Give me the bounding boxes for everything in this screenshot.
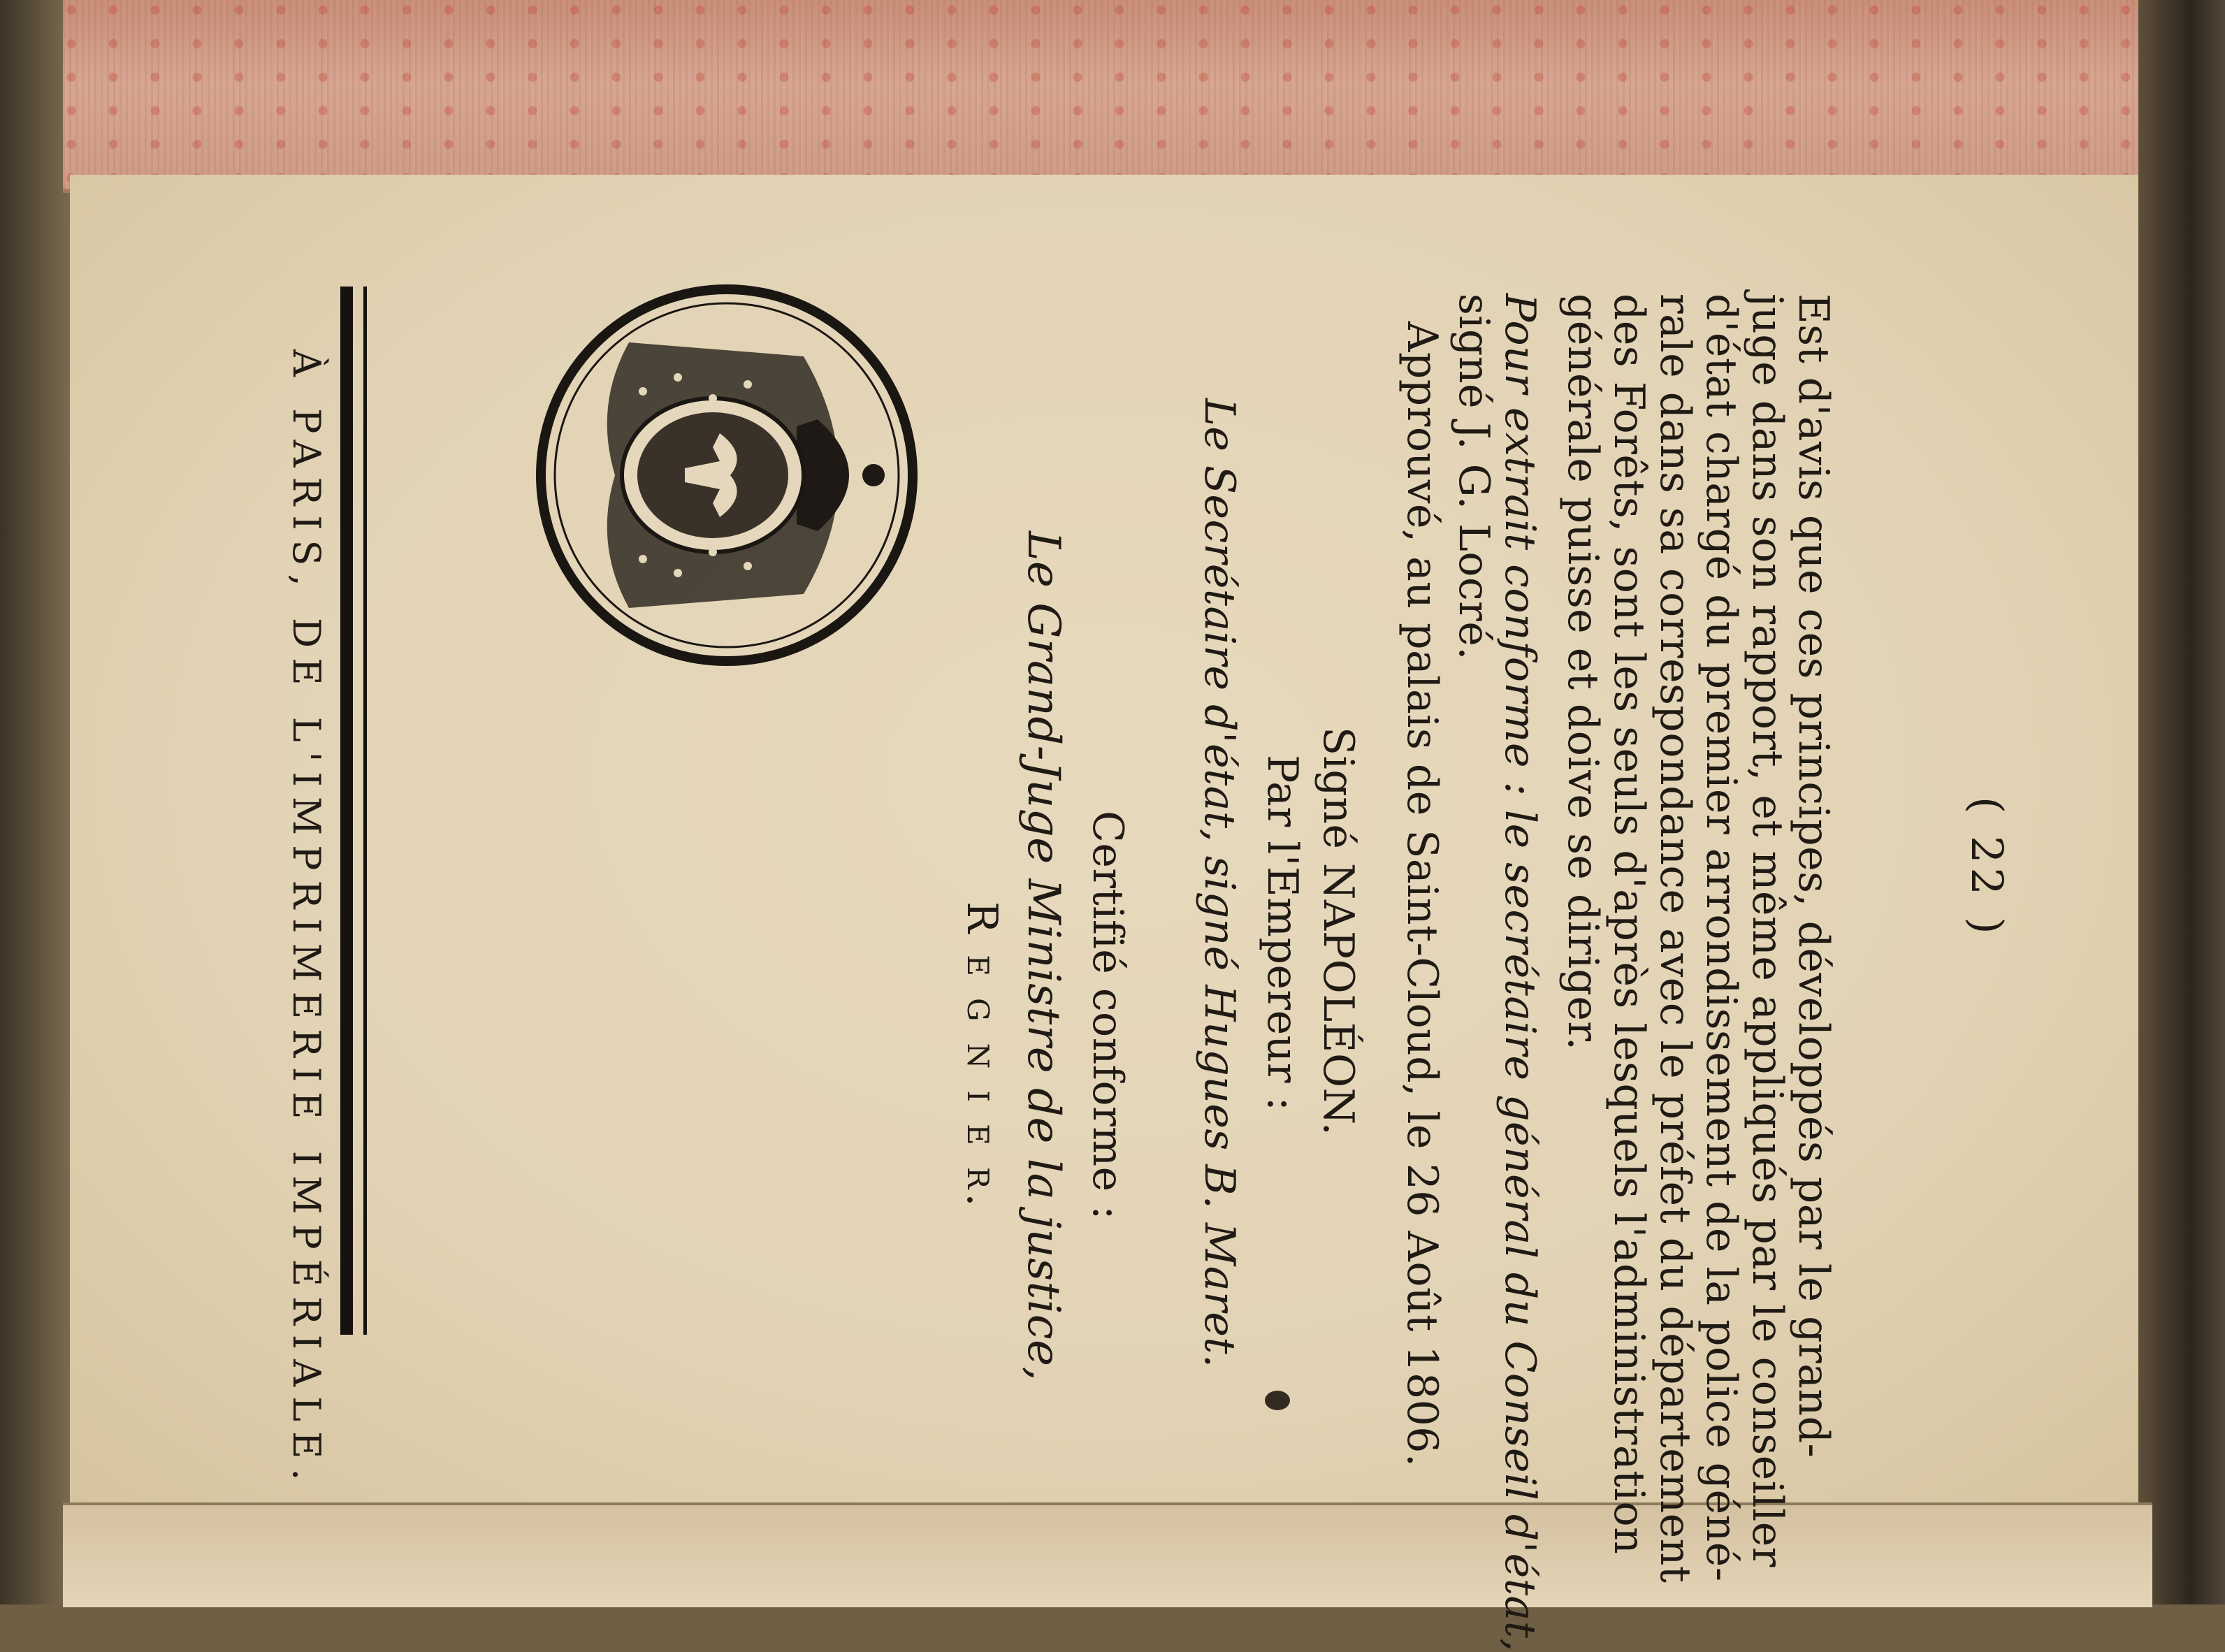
imperial-coat-of-arms-icon [531,280,922,671]
book-top-edge [63,0,2180,193]
book-spine-edge [2138,0,2225,1604]
ink-ornament [1265,1391,1290,1410]
napoleon-signature: Signé NAPOLÉON. [1314,727,1363,1136]
imprint-rule-thin [363,287,367,1335]
extract-signature: signé J. G. Locré. [1449,294,1498,660]
imprint-rule-thick [340,287,353,1335]
page-number: ( 22 ) [1962,797,2013,939]
paragraph-line: juge dans son rapport, et même appliqués par le conseiller [1743,294,1792,1567]
page-text-block [217,294,2013,1652]
book-left-edge [0,0,70,1604]
minister-name: R e g n i e r. [957,901,1006,1211]
approval-line: Approuvé, au palais de Saint-Cloud, le 26 Août 1806. [1398,321,1447,1468]
facing-page-edge [63,1502,2152,1607]
extract-line: Pour extrait conforme : le secrétaire général du Conseil d'état, [1495,294,1544,1652]
paragraph-line: des Forêts, sont les seuls d'après lesquels l'administration [1604,294,1653,1555]
minister-line: Le Grand-Juge Ministre de la justice, [1017,531,1069,1382]
by-emperor-line: Par l'Empereur : [1258,755,1307,1112]
certified-line: Certifié conforme : [1083,811,1132,1220]
paragraph-line: générale puisse et doive se diriger. [1558,294,1607,1051]
secretary-line: Le Secrétaire d'état, signé Hugues B. Maret. [1195,398,1244,1368]
printer-imprint: À PARIS, DE L'IMPRIMERIE IMPÉRIALE. [284,349,328,1491]
paragraph-line: Est d'avis que ces principes, développés par le grand- [1789,294,1838,1458]
paragraph-line: d'état chargé du premier arrondissement de la police géné- [1697,294,1746,1582]
paragraph-line: rale dans sa correspondance avec le préfet du département [1651,294,1699,1584]
